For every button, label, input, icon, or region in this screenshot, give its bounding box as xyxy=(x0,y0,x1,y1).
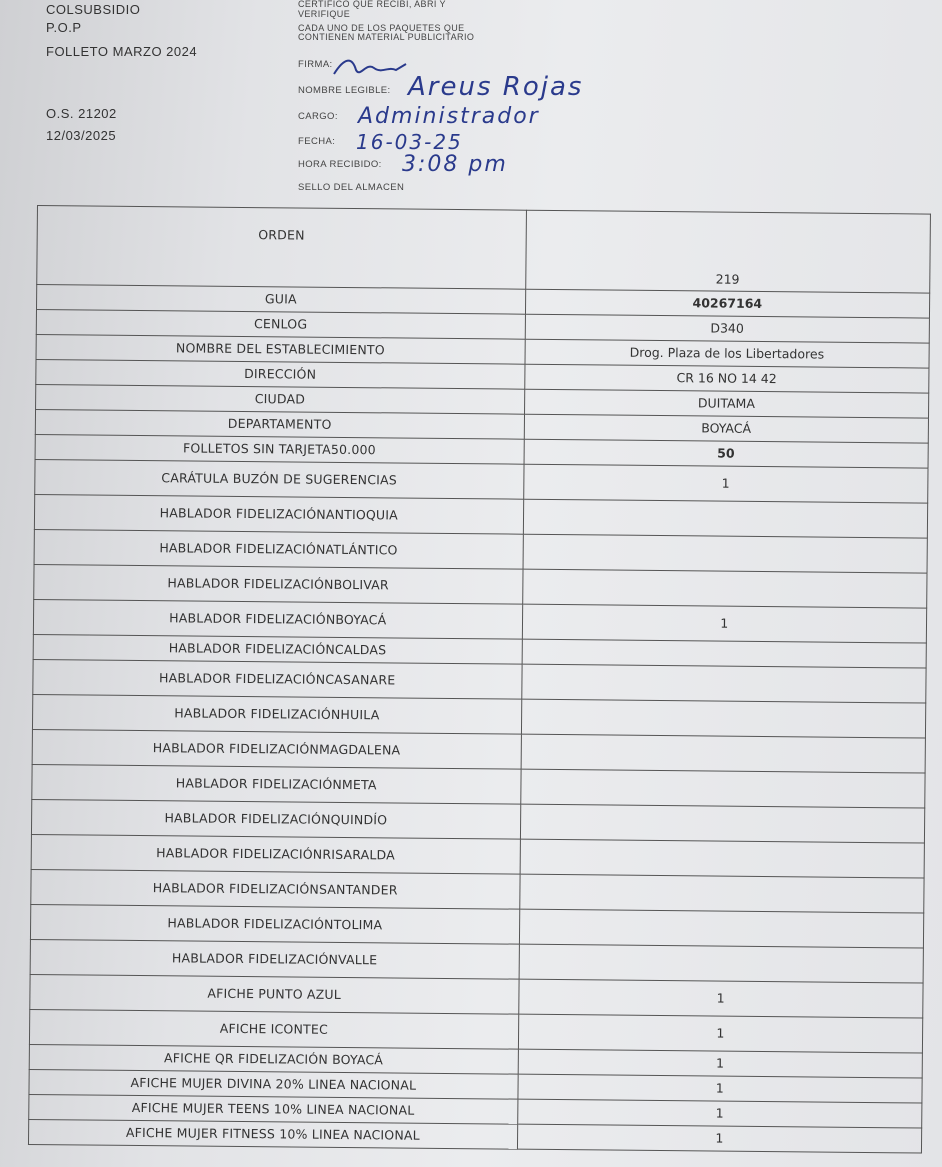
pop-table xyxy=(28,205,931,1154)
row-label: AFICHE PUNTO AZUL xyxy=(30,974,519,1014)
row-label: HABLADOR FIDELIZACIÓNQUINDÍO xyxy=(31,799,520,839)
row-label: AFICHE MUJER FITNESS 10% LINEA NACIONAL xyxy=(28,1119,517,1149)
row-value: 50 xyxy=(524,439,929,468)
row-value xyxy=(521,664,926,703)
row-value: 1 xyxy=(523,464,928,503)
certificate-line-3: CADA UNO DE LOS PAQUETES QUE xyxy=(298,23,465,33)
row-label: HABLADOR FIDELIZACIÓNMETA xyxy=(32,764,521,804)
row-value: 1 xyxy=(517,1124,922,1153)
row-label: HABLADOR FIDELIZACIÓNANTIOQUIA xyxy=(34,494,523,534)
row-label: HABLADOR FIDELIZACIÓNBOLIVAR xyxy=(34,564,523,604)
row-label: HABLADOR FIDELIZACIÓNCALDAS xyxy=(33,634,522,664)
row-value xyxy=(521,699,926,738)
row-value: BOYACÁ xyxy=(524,414,929,443)
folleto-title: FOLLETO MARZO 2024 xyxy=(46,44,198,59)
row-value: DUITAMA xyxy=(524,389,929,418)
row-value xyxy=(523,534,928,573)
row-value xyxy=(523,499,928,538)
row-value: CR 16 NO 14 42 xyxy=(524,364,929,393)
row-value xyxy=(522,569,927,608)
row-value xyxy=(521,734,926,773)
sello-label: SELLO DEL ALMACEN xyxy=(298,182,405,193)
row-value xyxy=(522,639,927,668)
row-label: HABLADOR FIDELIZACIÓNSANTANDER xyxy=(31,869,520,909)
order-service-number: O.S. 21202 xyxy=(46,106,117,121)
row-label: NOMBRE DEL ESTABLECIMIENTO xyxy=(36,334,525,364)
row-label: HABLADOR FIDELIZACIÓNATLÁNTICO xyxy=(34,529,523,569)
row-label: GUIA xyxy=(36,285,525,315)
row-label: AFICHE MUJER TEENS 10% LINEA NACIONAL xyxy=(29,1094,518,1124)
row-label: CENLOG xyxy=(36,310,525,340)
row-label: DEPARTAMENTO xyxy=(35,409,524,439)
row-label: HABLADOR FIDELIZACIÓNMAGDALENA xyxy=(32,729,521,769)
row-value xyxy=(519,944,924,983)
row-label: AFICHE MUJER DIVINA 20% LINEA NACIONAL xyxy=(29,1069,518,1099)
row-value: D340 xyxy=(525,314,930,343)
cargo-label: CARGO: xyxy=(298,111,338,122)
row-value xyxy=(520,769,925,808)
document-date: 12/03/2025 xyxy=(46,128,117,143)
row-value xyxy=(520,804,925,843)
pop-label: P.O.P xyxy=(46,20,82,35)
row-value xyxy=(519,874,924,913)
row-label: AFICHE ICONTEC xyxy=(29,1009,518,1049)
certificate-line-2: VERIFIQUE xyxy=(298,9,351,19)
row-label: HABLADOR FIDELIZACIÓNRISARALDA xyxy=(31,834,520,874)
hora-value: 3:08 pm xyxy=(402,152,508,177)
row-value: 1 xyxy=(517,1099,922,1128)
row-label: AFICHE QR FIDELIZACIÓN BOYACÁ xyxy=(29,1044,518,1074)
row-value: Drog. Plaza de los Libertadores xyxy=(525,339,930,368)
row-label: HABLADOR FIDELIZACIÓNBOYACÁ xyxy=(33,599,522,639)
nombre-label: NOMBRE LEGIBLE: xyxy=(298,85,391,96)
row-label: CARÁTULA BUZÓN DE SUGERENCIAS xyxy=(35,459,524,499)
nombre-value: Areus Rojas xyxy=(408,72,584,102)
fecha-value: 16-03-25 xyxy=(356,130,463,154)
row-label: HABLADOR FIDELIZACIÓNVALLE xyxy=(30,939,519,979)
row-label: CIUDAD xyxy=(36,384,525,414)
hora-label: HORA RECIBIDO: xyxy=(298,159,382,170)
signature-mark xyxy=(330,52,410,82)
cargo-value: Administrador xyxy=(358,104,540,129)
table-row xyxy=(37,206,931,294)
certificate-line-4: CONTIENEN MATERIAL PUBLICITARIO xyxy=(298,32,475,42)
row-value xyxy=(519,909,924,948)
row-value: 40267164 xyxy=(525,289,930,318)
row-value: 1 xyxy=(518,979,923,1018)
fecha-label: FECHA: xyxy=(298,136,336,147)
certificate-line-1: CERTIFICO QUE RECIBI, ABRI Y xyxy=(298,0,446,9)
row-value: 1 xyxy=(517,1074,922,1103)
row-value xyxy=(520,839,925,878)
row-label: ORDEN xyxy=(37,206,526,290)
company-name: COLSUBSIDIO xyxy=(46,2,141,17)
row-value: 1 xyxy=(522,604,927,643)
firma-label: FIRMA: xyxy=(298,59,333,70)
row-value: 1 xyxy=(518,1014,923,1053)
row-label: DIRECCIÓN xyxy=(36,359,525,389)
row-value: 1 xyxy=(518,1049,923,1078)
row-label: HABLADOR FIDELIZACIÓNTOLIMA xyxy=(30,904,519,944)
row-label: HABLADOR FIDELIZACIÓNHUILA xyxy=(32,694,521,734)
row-value: 219 xyxy=(525,210,930,293)
row-label: FOLLETOS SIN TARJETA50.000 xyxy=(35,434,524,464)
row-label: HABLADOR FIDELIZACIÓNCASANARE xyxy=(33,659,522,699)
